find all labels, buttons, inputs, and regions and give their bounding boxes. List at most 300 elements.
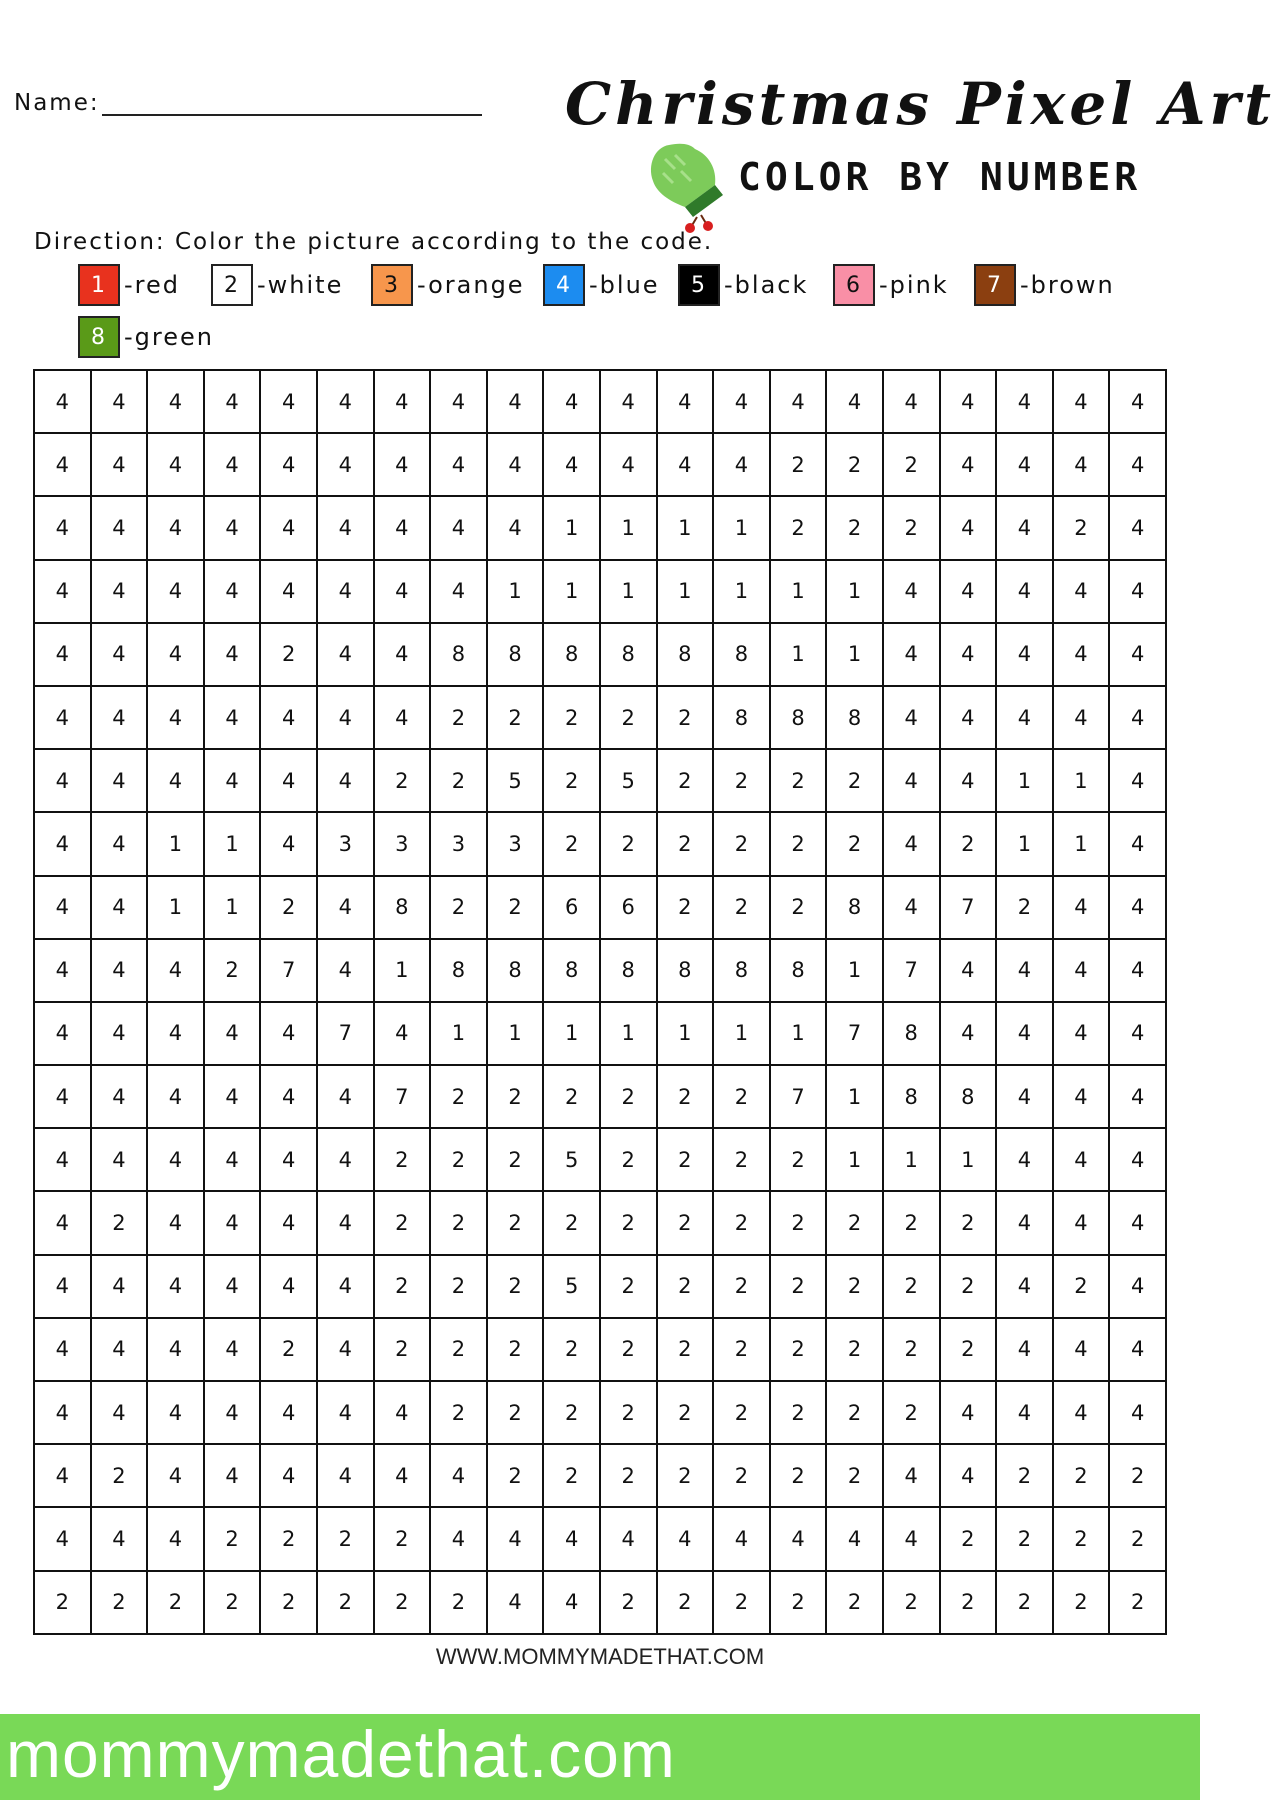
grid-cell[interactable]: 4 xyxy=(1053,939,1110,1002)
grid-cell[interactable]: 2 xyxy=(487,686,544,749)
grid-cell[interactable]: 5 xyxy=(600,749,657,812)
grid-cell[interactable]: 2 xyxy=(657,1318,714,1381)
grid-cell[interactable]: 4 xyxy=(147,1444,204,1507)
grid-cell[interactable]: 2 xyxy=(940,812,997,875)
grid-cell[interactable]: 4 xyxy=(34,1318,91,1381)
grid-cell[interactable]: 4 xyxy=(940,496,997,559)
grid-cell[interactable]: 4 xyxy=(260,1444,317,1507)
grid-cell[interactable]: 2 xyxy=(996,1571,1053,1634)
grid-cell[interactable]: 4 xyxy=(883,812,940,875)
grid-cell[interactable]: 4 xyxy=(34,1444,91,1507)
grid-cell[interactable]: 2 xyxy=(317,1571,374,1634)
grid-cell[interactable]: 2 xyxy=(713,1381,770,1444)
grid-cell[interactable]: 4 xyxy=(1053,1002,1110,1065)
grid-cell[interactable]: 2 xyxy=(600,1255,657,1318)
grid-cell[interactable]: 1 xyxy=(657,1002,714,1065)
grid-cell[interactable]: 4 xyxy=(1053,1381,1110,1444)
grid-cell[interactable]: 4 xyxy=(34,1191,91,1254)
grid-cell[interactable]: 4 xyxy=(996,370,1053,433)
grid-cell[interactable]: 4 xyxy=(204,1381,261,1444)
grid-cell[interactable]: 4 xyxy=(317,1318,374,1381)
grid-cell[interactable]: 4 xyxy=(147,1128,204,1191)
grid-cell[interactable]: 2 xyxy=(374,1128,431,1191)
grid-cell[interactable]: 8 xyxy=(600,623,657,686)
grid-cell[interactable]: 2 xyxy=(770,812,827,875)
grid-cell[interactable]: 4 xyxy=(91,876,148,939)
grid-cell[interactable]: 1 xyxy=(147,876,204,939)
grid-cell[interactable]: 4 xyxy=(996,686,1053,749)
grid-cell[interactable]: 4 xyxy=(260,1002,317,1065)
grid-cell[interactable]: 1 xyxy=(657,496,714,559)
grid-cell[interactable]: 4 xyxy=(1109,496,1166,559)
grid-cell[interactable]: 4 xyxy=(147,749,204,812)
grid-cell[interactable]: 4 xyxy=(1109,1002,1166,1065)
grid-cell[interactable]: 4 xyxy=(996,1255,1053,1318)
grid-cell[interactable]: 4 xyxy=(317,1255,374,1318)
grid-cell[interactable]: 4 xyxy=(657,1507,714,1570)
grid-cell[interactable]: 5 xyxy=(487,749,544,812)
grid-cell[interactable]: 2 xyxy=(713,749,770,812)
grid-cell[interactable]: 4 xyxy=(317,370,374,433)
grid-cell[interactable]: 1 xyxy=(1053,749,1110,812)
grid-cell[interactable]: 2 xyxy=(317,1507,374,1570)
grid-cell[interactable]: 2 xyxy=(826,1318,883,1381)
grid-cell[interactable]: 4 xyxy=(260,1381,317,1444)
grid-cell[interactable]: 4 xyxy=(374,1444,431,1507)
grid-cell[interactable]: 4 xyxy=(996,496,1053,559)
grid-cell[interactable]: 4 xyxy=(713,370,770,433)
grid-cell[interactable]: 2 xyxy=(826,1571,883,1634)
grid-cell[interactable]: 2 xyxy=(1109,1444,1166,1507)
grid-cell[interactable]: 2 xyxy=(487,1065,544,1128)
grid-cell[interactable]: 4 xyxy=(317,560,374,623)
grid-cell[interactable]: 7 xyxy=(374,1065,431,1128)
grid-cell[interactable]: 8 xyxy=(543,623,600,686)
grid-cell[interactable]: 2 xyxy=(770,749,827,812)
grid-cell[interactable]: 4 xyxy=(147,1065,204,1128)
grid-cell[interactable]: 2 xyxy=(826,1381,883,1444)
grid-cell[interactable]: 4 xyxy=(374,623,431,686)
grid-cell[interactable]: 4 xyxy=(1053,1191,1110,1254)
grid-cell[interactable]: 4 xyxy=(1109,1318,1166,1381)
grid-cell[interactable]: 2 xyxy=(713,876,770,939)
grid-cell[interactable]: 2 xyxy=(543,749,600,812)
grid-cell[interactable]: 2 xyxy=(34,1571,91,1634)
grid-cell[interactable]: 2 xyxy=(374,1507,431,1570)
grid-cell[interactable]: 1 xyxy=(713,1002,770,1065)
grid-cell[interactable]: 1 xyxy=(374,939,431,1002)
grid-cell[interactable]: 4 xyxy=(883,876,940,939)
grid-cell[interactable]: 2 xyxy=(883,1318,940,1381)
grid-cell[interactable]: 4 xyxy=(147,1002,204,1065)
grid-cell[interactable]: 2 xyxy=(657,749,714,812)
grid-cell[interactable]: 4 xyxy=(600,433,657,496)
grid-cell[interactable]: 4 xyxy=(430,496,487,559)
grid-cell[interactable]: 4 xyxy=(996,1191,1053,1254)
grid-cell[interactable]: 4 xyxy=(204,1444,261,1507)
grid-cell[interactable]: 4 xyxy=(1053,370,1110,433)
grid-cell[interactable]: 2 xyxy=(826,1191,883,1254)
grid-cell[interactable]: 2 xyxy=(770,1444,827,1507)
grid-cell[interactable]: 4 xyxy=(1109,1128,1166,1191)
grid-cell[interactable]: 1 xyxy=(770,623,827,686)
grid-cell[interactable]: 4 xyxy=(1109,1255,1166,1318)
grid-cell[interactable]: 2 xyxy=(940,1571,997,1634)
grid-cell[interactable]: 4 xyxy=(317,939,374,1002)
grid-cell[interactable]: 2 xyxy=(600,1571,657,1634)
grid-cell[interactable]: 1 xyxy=(713,560,770,623)
grid-cell[interactable]: 4 xyxy=(1109,812,1166,875)
grid-cell[interactable]: 4 xyxy=(317,623,374,686)
grid-cell[interactable]: 2 xyxy=(600,1318,657,1381)
grid-cell[interactable]: 2 xyxy=(770,1128,827,1191)
grid-cell[interactable]: 2 xyxy=(713,1065,770,1128)
grid-cell[interactable]: 4 xyxy=(826,1507,883,1570)
grid-cell[interactable]: 4 xyxy=(940,370,997,433)
grid-cell[interactable]: 2 xyxy=(543,1444,600,1507)
grid-cell[interactable]: 4 xyxy=(91,749,148,812)
grid-cell[interactable]: 4 xyxy=(543,370,600,433)
grid-cell[interactable]: 8 xyxy=(826,876,883,939)
grid-cell[interactable]: 4 xyxy=(826,370,883,433)
grid-cell[interactable]: 1 xyxy=(430,1002,487,1065)
grid-cell[interactable]: 4 xyxy=(204,1191,261,1254)
grid-cell[interactable]: 2 xyxy=(883,433,940,496)
grid-cell[interactable]: 4 xyxy=(91,1381,148,1444)
grid-cell[interactable]: 4 xyxy=(260,1255,317,1318)
grid-cell[interactable]: 4 xyxy=(883,686,940,749)
grid-cell[interactable]: 4 xyxy=(317,1065,374,1128)
grid-cell[interactable]: 5 xyxy=(543,1255,600,1318)
grid-cell[interactable]: 1 xyxy=(543,496,600,559)
grid-cell[interactable]: 4 xyxy=(657,433,714,496)
grid-cell[interactable]: 8 xyxy=(657,623,714,686)
grid-cell[interactable]: 4 xyxy=(996,939,1053,1002)
grid-cell[interactable]: 4 xyxy=(883,560,940,623)
grid-cell[interactable]: 2 xyxy=(883,496,940,559)
grid-cell[interactable]: 4 xyxy=(147,1507,204,1570)
grid-cell[interactable]: 4 xyxy=(1109,1381,1166,1444)
grid-cell[interactable]: 2 xyxy=(770,1255,827,1318)
grid-cell[interactable]: 4 xyxy=(1109,1065,1166,1128)
grid-cell[interactable]: 1 xyxy=(826,1128,883,1191)
grid-cell[interactable]: 4 xyxy=(147,939,204,1002)
grid-cell[interactable]: 2 xyxy=(996,1444,1053,1507)
grid-cell[interactable]: 1 xyxy=(996,749,1053,812)
grid-cell[interactable]: 2 xyxy=(487,1318,544,1381)
grid-cell[interactable]: 4 xyxy=(940,749,997,812)
grid-cell[interactable]: 4 xyxy=(430,370,487,433)
grid-cell[interactable]: 4 xyxy=(996,1381,1053,1444)
grid-cell[interactable]: 4 xyxy=(374,433,431,496)
grid-cell[interactable]: 1 xyxy=(487,560,544,623)
grid-cell[interactable]: 2 xyxy=(543,1065,600,1128)
grid-cell[interactable]: 2 xyxy=(1053,1255,1110,1318)
grid-cell[interactable]: 2 xyxy=(543,1318,600,1381)
grid-cell[interactable]: 2 xyxy=(1053,1507,1110,1570)
grid-cell[interactable]: 4 xyxy=(600,370,657,433)
grid-cell[interactable]: 1 xyxy=(713,496,770,559)
grid-cell[interactable]: 4 xyxy=(1109,749,1166,812)
grid-cell[interactable]: 2 xyxy=(430,1191,487,1254)
grid-cell[interactable]: 1 xyxy=(826,1065,883,1128)
grid-cell[interactable]: 4 xyxy=(260,749,317,812)
grid-cell[interactable]: 7 xyxy=(826,1002,883,1065)
grid-cell[interactable]: 2 xyxy=(657,876,714,939)
grid-cell[interactable]: 4 xyxy=(147,433,204,496)
grid-cell[interactable]: 8 xyxy=(487,623,544,686)
grid-cell[interactable]: 4 xyxy=(34,496,91,559)
grid-cell[interactable]: 4 xyxy=(1109,876,1166,939)
grid-cell[interactable]: 1 xyxy=(543,1002,600,1065)
grid-cell[interactable]: 4 xyxy=(430,1507,487,1570)
grid-cell[interactable]: 4 xyxy=(996,1318,1053,1381)
grid-cell[interactable]: 4 xyxy=(91,686,148,749)
grid-cell[interactable]: 4 xyxy=(883,1507,940,1570)
grid-cell[interactable]: 4 xyxy=(91,939,148,1002)
grid-cell[interactable]: 4 xyxy=(996,623,1053,686)
grid-cell[interactable]: 4 xyxy=(713,1507,770,1570)
grid-cell[interactable]: 4 xyxy=(91,812,148,875)
grid-cell[interactable]: 2 xyxy=(204,1571,261,1634)
grid-cell[interactable]: 2 xyxy=(260,876,317,939)
grid-cell[interactable]: 4 xyxy=(34,433,91,496)
grid-cell[interactable]: 2 xyxy=(713,1571,770,1634)
grid-cell[interactable]: 2 xyxy=(940,1507,997,1570)
grid-cell[interactable]: 4 xyxy=(1109,370,1166,433)
grid-cell[interactable]: 4 xyxy=(657,370,714,433)
grid-cell[interactable]: 1 xyxy=(600,496,657,559)
grid-cell[interactable]: 2 xyxy=(600,1128,657,1191)
grid-cell[interactable]: 4 xyxy=(487,370,544,433)
grid-cell[interactable]: 4 xyxy=(34,749,91,812)
grid-cell[interactable]: 2 xyxy=(657,1571,714,1634)
grid-cell[interactable]: 4 xyxy=(543,1571,600,1634)
grid-cell[interactable]: 2 xyxy=(996,876,1053,939)
grid-cell[interactable]: 4 xyxy=(940,1444,997,1507)
grid-cell[interactable]: 2 xyxy=(826,496,883,559)
grid-cell[interactable]: 4 xyxy=(204,370,261,433)
grid-cell[interactable]: 1 xyxy=(600,1002,657,1065)
grid-cell[interactable]: 4 xyxy=(374,686,431,749)
grid-cell[interactable]: 4 xyxy=(1053,623,1110,686)
grid-cell[interactable]: 4 xyxy=(91,1255,148,1318)
grid-cell[interactable]: 4 xyxy=(1053,686,1110,749)
grid-cell[interactable]: 2 xyxy=(713,1191,770,1254)
grid-cell[interactable]: 2 xyxy=(600,812,657,875)
grid-cell[interactable]: 1 xyxy=(940,1128,997,1191)
grid-cell[interactable]: 4 xyxy=(147,370,204,433)
grid-cell[interactable]: 4 xyxy=(91,1128,148,1191)
grid-cell[interactable]: 4 xyxy=(317,1381,374,1444)
grid-cell[interactable]: 4 xyxy=(147,1318,204,1381)
grid-cell[interactable]: 1 xyxy=(826,939,883,1002)
grid-cell[interactable]: 2 xyxy=(713,1255,770,1318)
grid-cell[interactable]: 4 xyxy=(91,1318,148,1381)
grid-cell[interactable]: 4 xyxy=(317,1191,374,1254)
grid-cell[interactable]: 1 xyxy=(657,560,714,623)
grid-cell[interactable]: 4 xyxy=(260,812,317,875)
grid-cell[interactable]: 2 xyxy=(940,1191,997,1254)
grid-cell[interactable]: 8 xyxy=(657,939,714,1002)
grid-cell[interactable]: 2 xyxy=(600,686,657,749)
grid-cell[interactable]: 1 xyxy=(996,812,1053,875)
grid-cell[interactable]: 4 xyxy=(940,939,997,1002)
grid-cell[interactable]: 4 xyxy=(543,1507,600,1570)
grid-cell[interactable]: 2 xyxy=(430,1318,487,1381)
grid-cell[interactable]: 2 xyxy=(374,1191,431,1254)
grid-cell[interactable]: 4 xyxy=(487,1571,544,1634)
grid-cell[interactable]: 2 xyxy=(543,1381,600,1444)
grid-cell[interactable]: 4 xyxy=(91,1507,148,1570)
grid-cell[interactable]: 1 xyxy=(543,560,600,623)
grid-cell[interactable]: 4 xyxy=(204,623,261,686)
grid-cell[interactable]: 2 xyxy=(1053,496,1110,559)
grid-cell[interactable]: 4 xyxy=(1109,560,1166,623)
grid-cell[interactable]: 4 xyxy=(713,433,770,496)
grid-cell[interactable]: 2 xyxy=(430,1381,487,1444)
grid-cell[interactable]: 1 xyxy=(204,876,261,939)
grid-cell[interactable]: 4 xyxy=(260,433,317,496)
grid-cell[interactable]: 4 xyxy=(34,1255,91,1318)
grid-cell[interactable]: 4 xyxy=(1109,623,1166,686)
grid-cell[interactable]: 4 xyxy=(1053,1318,1110,1381)
grid-cell[interactable]: 4 xyxy=(1053,876,1110,939)
grid-cell[interactable]: 4 xyxy=(317,686,374,749)
grid-cell[interactable]: 2 xyxy=(940,1318,997,1381)
grid-cell[interactable]: 2 xyxy=(374,1255,431,1318)
grid-cell[interactable]: 4 xyxy=(260,496,317,559)
grid-cell[interactable]: 7 xyxy=(770,1065,827,1128)
grid-cell[interactable]: 4 xyxy=(374,496,431,559)
grid-cell[interactable]: 2 xyxy=(657,1255,714,1318)
grid-cell[interactable]: 4 xyxy=(996,433,1053,496)
grid-cell[interactable]: 2 xyxy=(657,1128,714,1191)
grid-cell[interactable]: 4 xyxy=(996,560,1053,623)
grid-cell[interactable]: 4 xyxy=(317,433,374,496)
grid-cell[interactable]: 2 xyxy=(430,1255,487,1318)
grid-cell[interactable]: 2 xyxy=(770,496,827,559)
grid-cell[interactable]: 1 xyxy=(770,560,827,623)
grid-cell[interactable]: 4 xyxy=(147,686,204,749)
grid-cell[interactable]: 4 xyxy=(204,1065,261,1128)
grid-cell[interactable]: 4 xyxy=(940,1381,997,1444)
grid-cell[interactable]: 7 xyxy=(940,876,997,939)
grid-cell[interactable]: 8 xyxy=(430,623,487,686)
grid-cell[interactable]: 7 xyxy=(260,939,317,1002)
grid-cell[interactable]: 4 xyxy=(204,560,261,623)
grid-cell[interactable]: 2 xyxy=(374,1318,431,1381)
grid-cell[interactable]: 4 xyxy=(317,496,374,559)
grid-cell[interactable]: 2 xyxy=(91,1191,148,1254)
grid-cell[interactable]: 4 xyxy=(91,1065,148,1128)
grid-cell[interactable]: 4 xyxy=(91,496,148,559)
grid-cell[interactable]: 2 xyxy=(1109,1571,1166,1634)
grid-cell[interactable]: 8 xyxy=(600,939,657,1002)
grid-cell[interactable]: 4 xyxy=(34,1507,91,1570)
grid-cell[interactable]: 2 xyxy=(430,876,487,939)
grid-cell[interactable]: 2 xyxy=(713,812,770,875)
grid-cell[interactable]: 2 xyxy=(204,939,261,1002)
grid-cell[interactable]: 4 xyxy=(940,433,997,496)
grid-cell[interactable]: 4 xyxy=(147,623,204,686)
grid-cell[interactable]: 3 xyxy=(317,812,374,875)
grid-cell[interactable]: 6 xyxy=(543,876,600,939)
grid-cell[interactable]: 3 xyxy=(430,812,487,875)
grid-cell[interactable]: 3 xyxy=(487,812,544,875)
grid-cell[interactable]: 4 xyxy=(34,1128,91,1191)
grid-cell[interactable]: 4 xyxy=(543,433,600,496)
grid-cell[interactable]: 2 xyxy=(260,623,317,686)
grid-cell[interactable]: 2 xyxy=(1109,1507,1166,1570)
grid-cell[interactable]: 4 xyxy=(940,1002,997,1065)
grid-cell[interactable]: 4 xyxy=(91,433,148,496)
grid-cell[interactable]: 4 xyxy=(147,1191,204,1254)
grid-cell[interactable]: 4 xyxy=(260,1191,317,1254)
grid-cell[interactable]: 2 xyxy=(1053,1444,1110,1507)
grid-cell[interactable]: 6 xyxy=(600,876,657,939)
grid-cell[interactable]: 8 xyxy=(883,1065,940,1128)
grid-cell[interactable]: 2 xyxy=(487,876,544,939)
grid-cell[interactable]: 2 xyxy=(826,433,883,496)
grid-cell[interactable]: 4 xyxy=(317,749,374,812)
grid-cell[interactable]: 4 xyxy=(487,496,544,559)
grid-cell[interactable]: 4 xyxy=(374,1002,431,1065)
grid-cell[interactable]: 2 xyxy=(826,1444,883,1507)
grid-cell[interactable]: 2 xyxy=(91,1444,148,1507)
grid-cell[interactable]: 2 xyxy=(260,1507,317,1570)
grid-cell[interactable]: 2 xyxy=(543,1191,600,1254)
grid-cell[interactable]: 2 xyxy=(543,686,600,749)
grid-cell[interactable]: 2 xyxy=(430,1128,487,1191)
grid-cell[interactable]: 4 xyxy=(260,1128,317,1191)
grid-cell[interactable]: 4 xyxy=(940,686,997,749)
grid-cell[interactable]: 8 xyxy=(826,686,883,749)
grid-cell[interactable]: 2 xyxy=(770,876,827,939)
grid-cell[interactable]: 4 xyxy=(487,1507,544,1570)
grid-cell[interactable]: 2 xyxy=(260,1318,317,1381)
grid-cell[interactable]: 4 xyxy=(600,1507,657,1570)
grid-cell[interactable]: 2 xyxy=(543,812,600,875)
grid-cell[interactable]: 4 xyxy=(883,1444,940,1507)
grid-cell[interactable]: 2 xyxy=(260,1571,317,1634)
grid-cell[interactable]: 8 xyxy=(430,939,487,1002)
grid-cell[interactable]: 4 xyxy=(883,623,940,686)
grid-cell[interactable]: 4 xyxy=(996,1128,1053,1191)
grid-cell[interactable]: 1 xyxy=(826,560,883,623)
grid-cell[interactable]: 2 xyxy=(600,1444,657,1507)
grid-cell[interactable]: 4 xyxy=(34,623,91,686)
grid-cell[interactable]: 2 xyxy=(770,1571,827,1634)
grid-cell[interactable]: 2 xyxy=(883,1191,940,1254)
grid-cell[interactable]: 4 xyxy=(317,876,374,939)
grid-cell[interactable]: 4 xyxy=(147,1255,204,1318)
grid-cell[interactable]: 2 xyxy=(487,1128,544,1191)
grid-cell[interactable]: 4 xyxy=(430,560,487,623)
grid-cell[interactable]: 4 xyxy=(996,1065,1053,1128)
grid-cell[interactable]: 2 xyxy=(713,1444,770,1507)
grid-cell[interactable]: 2 xyxy=(374,1571,431,1634)
grid-cell[interactable]: 4 xyxy=(204,749,261,812)
grid-cell[interactable]: 2 xyxy=(657,1065,714,1128)
grid-cell[interactable]: 2 xyxy=(204,1507,261,1570)
grid-cell[interactable]: 2 xyxy=(770,1191,827,1254)
grid-cell[interactable]: 2 xyxy=(600,1381,657,1444)
grid-cell[interactable]: 1 xyxy=(600,560,657,623)
grid-cell[interactable]: 2 xyxy=(600,1191,657,1254)
grid-cell[interactable]: 8 xyxy=(543,939,600,1002)
grid-cell[interactable]: 2 xyxy=(826,749,883,812)
